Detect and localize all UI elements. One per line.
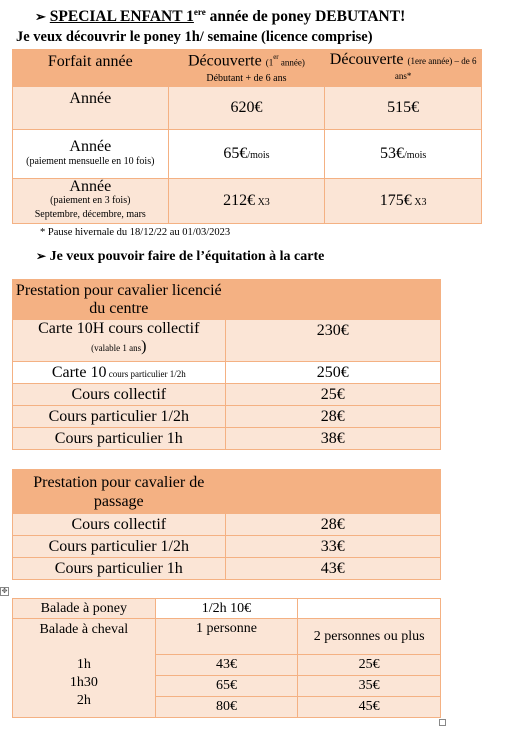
- balade-one-person-header: 1 personne: [155, 619, 298, 655]
- passage-row: [13, 514, 441, 536]
- licencie-row-value: 250€: [225, 362, 440, 384]
- balade-poney-label: Balade à poney: [13, 599, 156, 619]
- licencie-label-main: Carte 10: [51, 363, 107, 381]
- page-title: [35, 7, 405, 26]
- licencie-table: [12, 279, 441, 450]
- licencie-header-empty: [225, 280, 440, 320]
- passage-row: [13, 558, 441, 580]
- licencie-row-value: 230€: [225, 320, 440, 362]
- forfait-value: 65€: [223, 145, 248, 162]
- licencie-row: [13, 406, 441, 428]
- passage-row-label: Cours collectif: [13, 514, 226, 536]
- balade-cheval-cell: [13, 619, 156, 718]
- balade-two-price: 25€: [298, 655, 441, 676]
- balade-one-price: 80€: [155, 697, 298, 718]
- forfait-row-label-sub: (paiement en 3 fois): [50, 195, 131, 206]
- title-text-a: SPECIAL ENFANT 1: [49, 8, 194, 26]
- forfait-value: 175€: [379, 192, 412, 209]
- forfait-row-value1: [168, 179, 325, 224]
- forfait-row-label: [13, 179, 169, 224]
- forfait-header-c3-main: Découverte: [329, 51, 404, 68]
- licencie-label-small: cours particulier 1/2h: [106, 368, 186, 379]
- section2-title-text: Je veux pouvoir faire de l’équitation à la carte: [49, 249, 325, 264]
- licencie-label-paren: ): [141, 338, 147, 355]
- licencie-label-main: Carte 10H cours collectif: [38, 320, 200, 337]
- passage-row-label: Cours particulier 1/2h: [13, 536, 226, 558]
- licencie-row: [13, 320, 441, 362]
- balade-two-person-header: 2 personnes ou plus: [298, 619, 441, 655]
- balade-two-price: 45€: [298, 697, 441, 718]
- forfait-value: 53€: [380, 145, 405, 162]
- passage-row-value: 33€: [225, 536, 440, 558]
- balade-table: [12, 598, 441, 718]
- balade-one-price: 43€: [155, 655, 298, 676]
- forfait-unit: /mois: [404, 150, 427, 161]
- balade-row: [13, 599, 441, 619]
- passage-header-row: [13, 470, 441, 514]
- forfait-row: [13, 87, 482, 130]
- balade-poney-value: 1/2h 10€: [155, 599, 298, 619]
- forfait-header-c2-main: Découverte: [187, 52, 262, 70]
- passage-row: [13, 536, 441, 558]
- balade-poney-empty: [298, 599, 441, 619]
- balade-duration: 1h30: [69, 675, 98, 690]
- licencie-header-label: Prestation pour cavalier licencié du centre: [13, 280, 226, 320]
- licencie-row-value: 25€: [225, 384, 440, 406]
- passage-header-label: Prestation pour cavalier de passage: [13, 470, 226, 514]
- licencie-row: [13, 384, 441, 406]
- forfait-value: 515€: [387, 99, 420, 116]
- forfait-row-label-main: Année: [69, 178, 112, 195]
- table-move-handle-icon[interactable]: ✥: [1, 587, 8, 595]
- forfait-row-label-main: Année: [69, 138, 112, 155]
- licencie-header-row: [13, 280, 441, 320]
- balade-duration: 2h: [76, 693, 91, 708]
- section2-title: [36, 249, 324, 265]
- passage-header-empty: [225, 470, 440, 514]
- forfait-row: [13, 179, 482, 224]
- forfait-row-label: Année: [13, 87, 169, 130]
- forfait-table: [12, 49, 482, 224]
- forfait-unit: X3: [255, 197, 270, 208]
- table-resize-handle[interactable]: [439, 719, 446, 726]
- licencie-row-value: 28€: [225, 406, 440, 428]
- licencie-row-label: [13, 320, 226, 362]
- forfait-header-c2-line2: Débutant + de 6 ans: [206, 72, 287, 84]
- title-sup: ere: [193, 7, 206, 17]
- subtitle: Je veux découvrir le poney 1h/ semaine (licence comprise): [16, 29, 373, 45]
- balade-two-price: 35€: [298, 676, 441, 697]
- licencie-row-label: [13, 362, 226, 384]
- licencie-row-label: Cours collectif: [13, 384, 226, 406]
- forfait-row: [13, 130, 482, 179]
- balade-cheval-label: Balade à cheval: [39, 622, 129, 637]
- forfait-header-c2-small1: (1: [265, 57, 274, 68]
- licencie-row: [13, 362, 441, 384]
- balade-duration: 1h: [76, 657, 91, 672]
- licencie-row-value: 38€: [225, 428, 440, 450]
- forfait-value: 212€: [223, 192, 256, 209]
- forfait-header-c3-small: (1ere année) – de 6 ans*: [394, 56, 477, 81]
- bullet-arrow-icon: ➢: [35, 9, 46, 25]
- balade-row: [13, 619, 441, 655]
- licencie-row: [13, 428, 441, 450]
- forfait-row-value2: [325, 87, 482, 130]
- licencie-row-label: Cours particulier 1h: [13, 428, 226, 450]
- forfait-row-label: [13, 130, 169, 179]
- licencie-row-label: Cours particulier 1/2h: [13, 406, 226, 428]
- title-text-b: année de poney DEBUTANT!: [205, 8, 406, 26]
- forfait-header-decouverte: [168, 50, 325, 87]
- forfait-row-label-sub2: Septembre, décembre, mars: [34, 209, 146, 220]
- licencie-label-small: (valable 1 ans: [91, 343, 142, 353]
- passage-row-value: 43€: [225, 558, 440, 580]
- forfait-header-c2-sup: er: [273, 53, 279, 62]
- forfait-header-label: Forfait année: [13, 50, 169, 87]
- forfait-row-value2: [325, 130, 482, 179]
- forfait-value: 620€: [230, 99, 263, 116]
- forfait-row-value2: [325, 179, 482, 224]
- forfait-unit: /mois: [247, 150, 270, 161]
- forfait-header-row: [13, 50, 482, 87]
- pause-note: * Pause hivernale du 18/12/22 au 01/03/2023: [40, 227, 231, 238]
- forfait-row-value1: [168, 87, 325, 130]
- forfait-unit: X3: [411, 197, 427, 208]
- forfait-header-decouverte-junior: [325, 50, 482, 87]
- forfait-row-label-sub: (paiement mensuelle en 10 fois): [26, 156, 155, 167]
- balade-one-price: 65€: [155, 676, 298, 697]
- passage-row-value: 28€: [225, 514, 440, 536]
- forfait-header-c2-small2: année): [278, 57, 305, 68]
- passage-table: [12, 469, 441, 580]
- bullet-arrow-icon: ➢: [36, 249, 47, 263]
- passage-row-label: Cours particulier 1h: [13, 558, 226, 580]
- forfait-row-value1: [168, 130, 325, 179]
